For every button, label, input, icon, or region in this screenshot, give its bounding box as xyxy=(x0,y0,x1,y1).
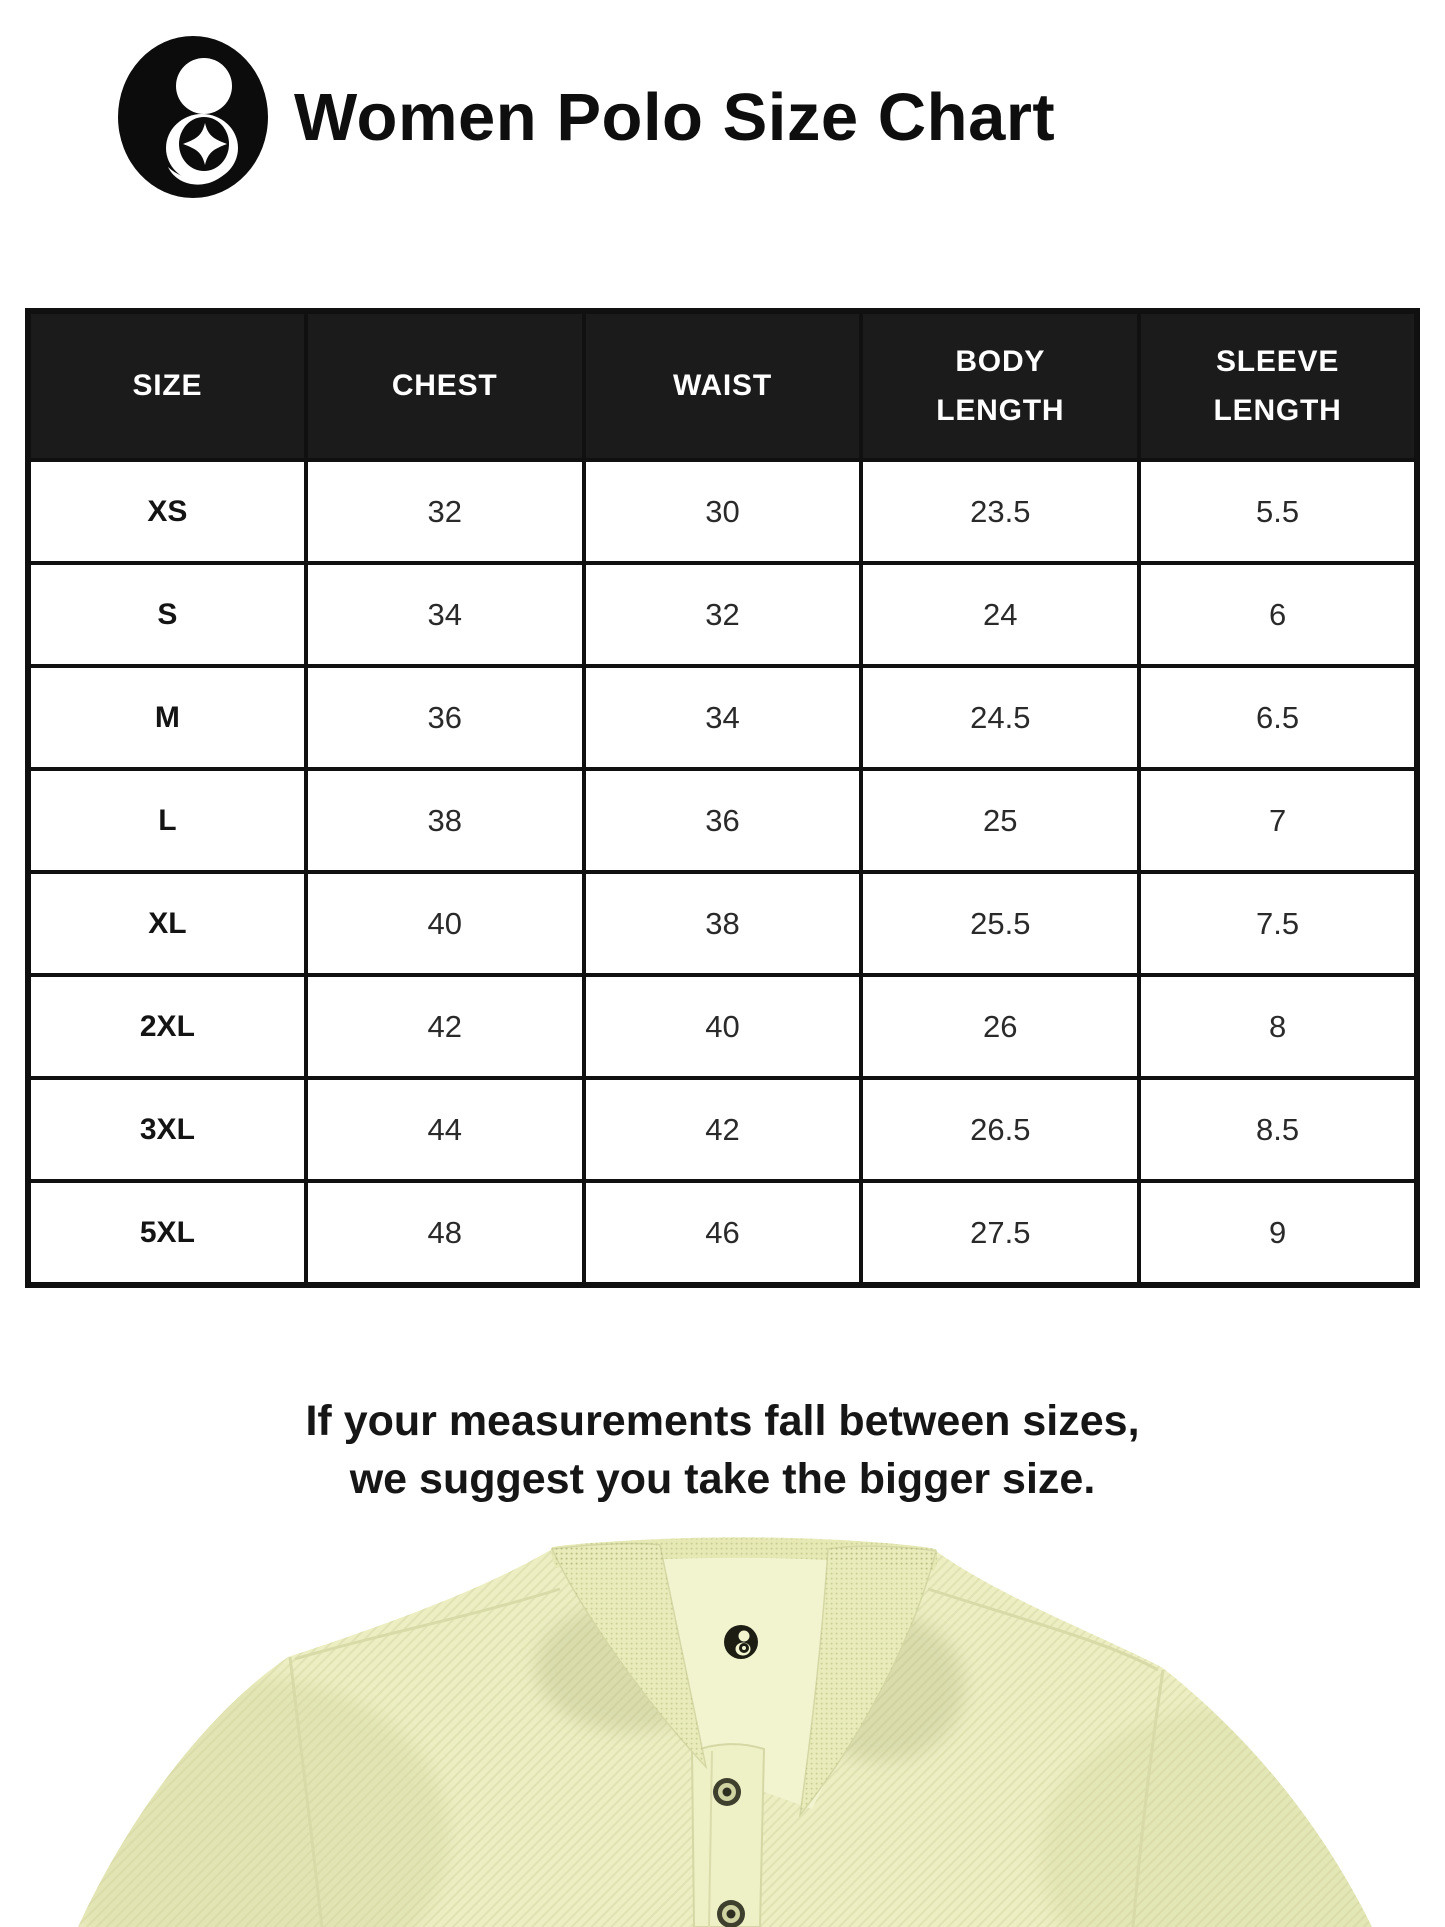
sleeve-length-value: 7.5 xyxy=(1139,872,1417,975)
col-header-sleeve-length: SLEEVE LENGTH xyxy=(1139,311,1417,460)
waist-value: 38 xyxy=(584,872,862,975)
table-row xyxy=(28,666,1417,769)
brand-header xyxy=(118,36,1055,198)
chest-value: 40 xyxy=(306,872,584,975)
table-row xyxy=(28,460,1417,563)
page-title: Women Polo Size Chart xyxy=(294,79,1056,155)
shirt-button-bottom xyxy=(717,1900,745,1927)
body-length-value: 25.5 xyxy=(861,872,1139,975)
chest-value: 32 xyxy=(306,460,584,563)
body-length-value: 26 xyxy=(861,975,1139,1078)
sleeve-length-value: 7 xyxy=(1139,769,1417,872)
body-length-value: 26.5 xyxy=(861,1078,1139,1181)
size-value: L xyxy=(28,769,306,872)
sleeve-length-value: 6 xyxy=(1139,563,1417,666)
waist-value: 32 xyxy=(584,563,862,666)
shirt-placket xyxy=(692,1744,764,1927)
chest-value: 36 xyxy=(306,666,584,769)
size-value: XL xyxy=(28,872,306,975)
sleeve-length-value: 8.5 xyxy=(1139,1078,1417,1181)
body-length-value: 23.5 xyxy=(861,460,1139,563)
size-value: M xyxy=(28,666,306,769)
body-length-value: 24 xyxy=(861,563,1139,666)
size-value: XS xyxy=(28,460,306,563)
sleeve-length-value: 6.5 xyxy=(1139,666,1417,769)
brand-logo-icon xyxy=(118,36,268,198)
chest-value: 38 xyxy=(306,769,584,872)
table-row xyxy=(28,1078,1417,1181)
table-row xyxy=(28,769,1417,872)
size-value: 2XL xyxy=(28,975,306,1078)
col-header-waist: WAIST xyxy=(584,311,862,460)
polo-shirt-image xyxy=(0,1537,1445,1927)
waist-value: 36 xyxy=(584,769,862,872)
waist-value: 40 xyxy=(584,975,862,1078)
col-header-chest: CHEST xyxy=(306,311,584,460)
chest-value: 48 xyxy=(306,1181,584,1285)
body-length-value: 24.5 xyxy=(861,666,1139,769)
shirt-button-top xyxy=(713,1778,741,1806)
size-chart-table xyxy=(25,308,1420,1288)
waist-value: 46 xyxy=(584,1181,862,1285)
sleeve-length-value: 5.5 xyxy=(1139,460,1417,563)
size-value: S xyxy=(28,563,306,666)
chest-value: 42 xyxy=(306,975,584,1078)
sizing-note xyxy=(0,1392,1445,1508)
table-row xyxy=(28,1181,1417,1285)
sleeve-length-value: 9 xyxy=(1139,1181,1417,1285)
chest-value: 34 xyxy=(306,563,584,666)
size-value: 5XL xyxy=(28,1181,306,1285)
table-row xyxy=(28,872,1417,975)
waist-value: 30 xyxy=(584,460,862,563)
table-row xyxy=(28,563,1417,666)
col-header-body-length: BODY LENGTH xyxy=(861,311,1139,460)
neck-logo-icon xyxy=(724,1625,758,1659)
sizing-note-line2: we suggest you take the bigger size. xyxy=(349,1455,1096,1504)
col-header-size: SIZE xyxy=(28,311,306,460)
chest-value: 44 xyxy=(306,1078,584,1181)
waist-value: 34 xyxy=(584,666,862,769)
sizing-note-line1: If your measurements fall between sizes, xyxy=(305,1397,1140,1445)
size-value: 3XL xyxy=(28,1078,306,1181)
body-length-value: 25 xyxy=(861,769,1139,872)
body-length-value: 27.5 xyxy=(861,1181,1139,1285)
table-header-row xyxy=(28,311,1417,460)
table-row xyxy=(28,975,1417,1078)
waist-value: 42 xyxy=(584,1078,862,1181)
sleeve-length-value: 8 xyxy=(1139,975,1417,1078)
